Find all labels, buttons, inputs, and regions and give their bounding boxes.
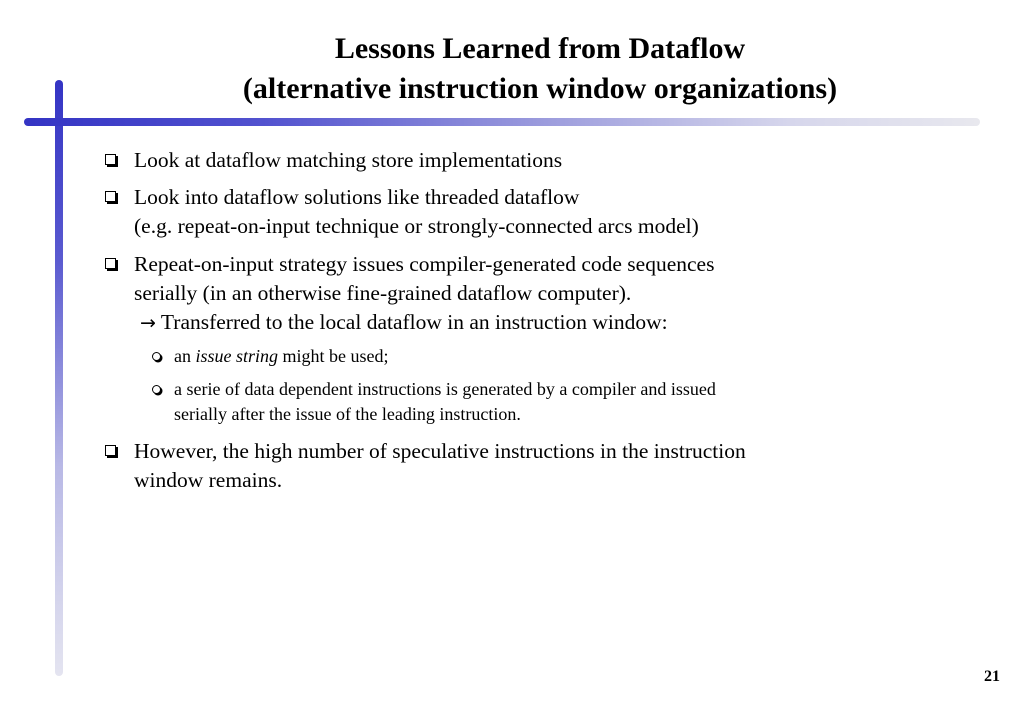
circle-bullet-icon: [152, 352, 161, 361]
bullet-text: Look into dataflow solutions like threaded dataflow: [134, 185, 580, 209]
page-number: 21: [984, 668, 1000, 685]
checkbox-bullet-icon: [105, 445, 116, 456]
checkbox-bullet-icon: [105, 154, 116, 165]
circle-bullet-icon: [152, 385, 161, 394]
bullet-text: (e.g. repeat-on-input technique or strongly-connected arcs model): [134, 214, 699, 238]
bullet-text: Repeat-on-input strategy issues compiler-generated code sequences: [134, 252, 715, 276]
horizontal-accent-bar: [24, 118, 980, 126]
slide-title-line-1: Lessons Learned from Dataflow: [334, 32, 746, 65]
bullet-text: window remains.: [134, 468, 283, 492]
right-arrow-icon: →: [140, 312, 156, 334]
sub-bullet-text: serially after the issue of the leading instruction.: [174, 404, 521, 424]
checkbox-bullet-icon: [105, 191, 116, 202]
emphasis-text: issue string: [195, 346, 279, 366]
arrow-line: [140, 308, 668, 338]
sub-bullet-text: an issue string might be used;: [174, 346, 389, 366]
checkbox-bullet-icon: [105, 258, 116, 269]
slide-title-line-2: (alternative instruction window organizations): [242, 72, 838, 105]
bullet-text: serially (in an otherwise fine-grained dataflow computer).: [134, 281, 632, 305]
arrow-line-text: Transferred to the local dataflow in an instruction window:: [155, 310, 668, 334]
bullet-text: However, the high number of speculative instructions in the instruction: [134, 439, 746, 463]
bullet-text: Look at dataflow matching store implementations: [134, 148, 563, 172]
sub-bullet-text: a serie of data dependent instructions is generated by a compiler and issued: [174, 379, 716, 399]
vertical-accent-bar: [55, 80, 63, 676]
